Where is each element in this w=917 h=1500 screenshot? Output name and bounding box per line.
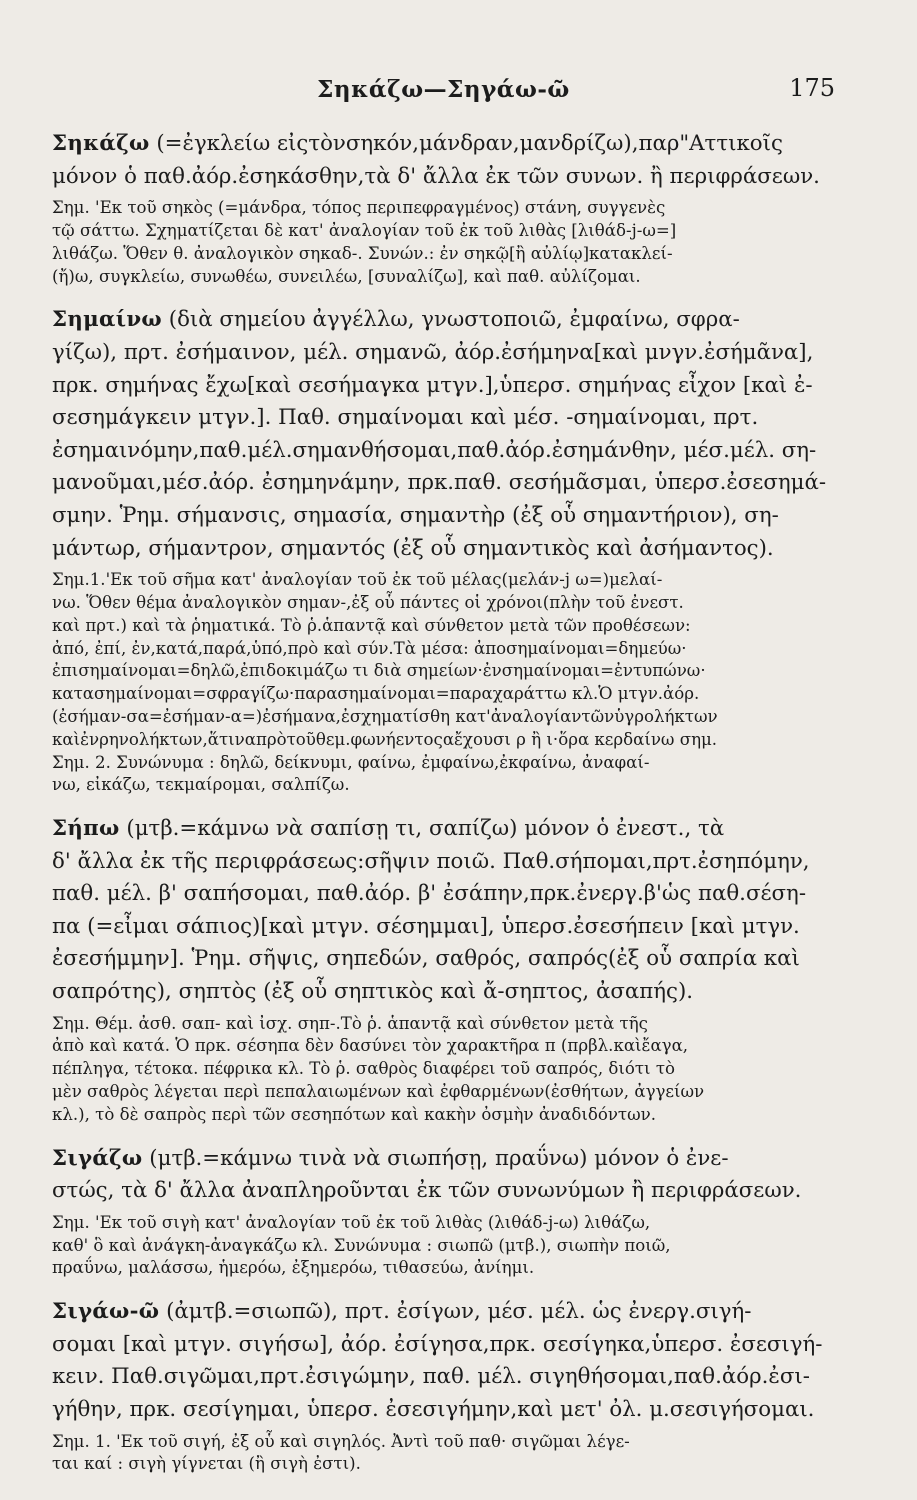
note-line: Σημ. 'Εκ τοῦ σιγὴ κατ' ἀναλογίαν τοῦ ἐκ τοῦ λιθὰς (λιθάδ-j-ω) λιθάζω,	[52, 1212, 651, 1232]
definition-line	[52, 337, 835, 370]
definition-line	[52, 1296, 835, 1329]
definition-line	[52, 1175, 835, 1208]
definition-line	[52, 402, 835, 435]
dictionary-entry	[52, 1296, 835, 1476]
note-line: καθ' ὃ καὶ ἀνάγκη-ἀναγκάζω κλ. Συνώνυμα : σιωπῶ (μτβ.), σιωπὴν ποιῶ,	[52, 1235, 671, 1255]
definition-line	[52, 846, 835, 879]
definition-text: μανοῦμαι,μέσ.ἀόρ. ἐσημηνάμην, πρκ.παθ. σεσήμᾶσμαι, ὑπερσ.ἐσεσημά-	[52, 470, 827, 496]
definition-line	[52, 533, 835, 566]
definition-line	[52, 370, 835, 403]
note-line: ἐπισημαίνομαι=δηλῶ,ἐπιδοκιμάζω τι διὰ σημείων·ἐνσημαίνομαι=ἐντυπώνω·	[52, 661, 706, 681]
definition-line	[52, 878, 835, 911]
entries-list	[52, 128, 835, 1476]
note-line: νω, εἰκάζω, τεκμαίρομαι, σαλπίζω.	[52, 775, 350, 795]
definition-text: (ἀμτβ.=σιωπῶ), πρτ. ἐσίγων, μέσ. μέλ. ὡς ἐνεργ.σιγή-	[166, 1299, 752, 1325]
definition-text: γίζω), πρτ. ἐσήμαινον, μέλ. σημανῶ, ἀόρ.ἐσήμηνα[καὶ μνγν.ἐσήμᾶνα],	[52, 339, 814, 365]
note-line: πέπληγα, τέτοκα. πέφρικα κλ. Τὸ ῥ. σαθρὸς διαφέρει τοῦ σαπρός, διότι τὸ	[52, 1059, 675, 1079]
definition-text: (μτβ.=κάμνω νὰ σαπίσῃ τι, σαπίζω) μόνον ὁ ἐνεστ., τὰ	[126, 816, 725, 842]
definition-text: σαπρότης), σηπτὸς (ἐξ οὗ σηπτικὸς καὶ ἄ-σηπτος, ἀσαπής).	[52, 979, 694, 1005]
entry-note	[52, 1212, 835, 1280]
dictionary-entry	[52, 128, 835, 288]
definition-text: (μτβ.=κάμνω τινὰ νὰ σιωπήσῃ, πραΰνω) μόνον ὁ ἐνε-	[149, 1145, 729, 1171]
note-line: νω. Ὅθεν θέμα ἀναλογικὸν σημαν-,ἐξ οὗ πάντες οἱ χρόνοι(πλὴν τοῦ ἐνεστ.	[52, 592, 684, 612]
definition-text: σομαι [καὶ μτγν. σιγήσω], ἀόρ. ἐσίγησα,πρκ. σεσίγηκα,ὑπερσ. ἐσεσιγή-	[52, 1331, 823, 1357]
dictionary-entry	[52, 304, 835, 797]
note-line: Σημ.1.'Εκ τοῦ σῆμα κατ' ἀναλογίαν τοῦ ἐκ τοῦ μέλας(μελάν-j ω=)μελαί-	[52, 570, 663, 590]
note-line: ται καί : σιγὴ γίγνεται (ἢ σιγὴ ἐστι).	[52, 1454, 361, 1474]
definition-line	[52, 976, 835, 1009]
dictionary-entry	[52, 813, 835, 1127]
note-line: καὶἐνρηνολήκτων,ἅτιναπρὸτοῦθεμ.φωνήεντοςαἔχουσι ρ ἢ ι·ὅρα κερδαίνω σημ.	[52, 729, 718, 749]
note-line: (ἤ)ω, συγκλείω, συνωθέω, συνειλέω, [συναλίζω], καὶ παθ. αὐλίζομαι.	[52, 266, 641, 286]
entry-note	[52, 1013, 835, 1127]
note-line: ἀπὸ καὶ κατά. Ὁ πρκ. σέσηπα δὲν δασύνει τὸν χαρακτῆρα π (πρβλ.καὶἔαγα,	[52, 1036, 689, 1056]
page-header	[52, 70, 835, 114]
definition-text: παθ. μέλ. β' σαπήσομαι, παθ.ἀόρ. β' ἐσάπην,πρκ.ἐνεργ.β'ὡς παθ.σέση-	[52, 881, 807, 907]
definition-text: ἐσεσήμμην]. Ῥημ. σῆψις, σηπεδών, σαθρός, σαπρός(ἐξ οὗ σαπρία καὶ	[52, 946, 800, 972]
definition-line	[52, 500, 835, 533]
definition-text: πρκ. σημήνας ἔχω[καὶ σεσήμαγκα μτγν.],ὑπερσ. σημήνας εἶχον [καὶ ἐ-	[52, 372, 813, 398]
note-line: (ἐσήμαν-σα=ἐσήμαν-α=)ἐσήμανα,ἐσχηματίσθη κατ'ἀναλογίαντῶνὑγρολήκτων	[52, 706, 718, 726]
definition-text: πα (=εἶμαι σάπιος)[καὶ μτγν. σέσημμαι], ὑπερσ.ἐσεσήπειν [καὶ μτγν.	[52, 913, 800, 939]
running-title: Σηκάζω—Σηγάω-ῶ	[317, 76, 570, 103]
entry-definition	[52, 128, 835, 193]
definition-line	[52, 1143, 835, 1176]
definition-line	[52, 943, 835, 976]
definition-text: μόνον ὁ παθ.ἀόρ.ἐσηκάσθην,τὰ δ' ἄλλα ἐκ τῶν συνων. ἢ περιφράσεων.	[52, 163, 820, 189]
entry-lemma: Σηκάζω	[52, 131, 150, 156]
note-line: μὲν σαθρὸς λέγεται περὶ πεπαλαιωμένων καὶ ἐφθαρμένων(ἐσθήτων, ἀγγείων	[52, 1082, 705, 1102]
definition-text: κειν. Παθ.σιγῶμαι,πρτ.ἐσιγώμην, παθ. μέλ. σιγηθήσομαι,παθ.ἀόρ.ἐσι-	[52, 1364, 810, 1390]
dictionary-entry	[52, 1143, 835, 1281]
note-line: Σημ. 1. 'Εκ τοῦ σιγή, ἐξ οὗ καὶ σιγηλός. Ἀντὶ τοῦ παθ· σιγῶμαι λέγε-	[52, 1431, 630, 1451]
entry-definition	[52, 1296, 835, 1426]
entry-note	[52, 1431, 835, 1477]
entry-definition	[52, 813, 835, 1009]
definition-line	[52, 161, 835, 194]
definition-text: δ' ἄλλα ἐκ τῆς περιφράσεως:σῆψιν ποιῶ. Παθ.σήπομαι,πρτ.ἐσηπόμην,	[52, 848, 810, 874]
definition-text: γήθην, πρκ. σεσίγημαι, ὑπερσ. ἐσεσιγήμην,καὶ μετ' ὀλ. μ.σεσιγήσομαι.	[52, 1397, 815, 1422]
entry-note	[52, 569, 835, 797]
entry-lemma: Σήπω	[52, 816, 120, 842]
definition-line	[52, 1361, 835, 1394]
entry-definition	[52, 304, 835, 565]
entry-lemma: Σημαίνω	[52, 307, 162, 333]
definition-line	[52, 813, 835, 846]
definition-text: σμην. Ῥημ. σήμανσις, σημασία, σημαντὴρ (ἐξ οὗ σημαντήριον), ση-	[52, 502, 779, 528]
note-line: λιθάζω. Ὅθεν θ. ἀναλογικὸν σηκαδ-. Συνών.: ἐν σηκῷ[ἢ αὐλίῳ]κατακλεί-	[52, 243, 673, 263]
note-line: Σημ. 'Εκ τοῦ σηκὸς (=μάνδρα, τόπος περιπεφραγμένος) στάνη, συγγενὲς	[52, 198, 666, 218]
note-line: τῷ σάττω. Σχηματίζεται δὲ κατ' ἀναλογίαν τοῦ ἐκ τοῦ λιθὰς [λιθάδ-j-ω=]	[52, 220, 677, 240]
definition-line	[52, 128, 835, 161]
note-line: Σημ. Θέμ. ἀσθ. σαπ- καὶ ἰσχ. σηπ-.Τὸ ῥ. ἁπαντᾷ καὶ σύνθετον μετὰ τῆς	[52, 1013, 648, 1033]
definition-text: μάντωρ, σήμαντρον, σημαντός (ἐξ οὗ σημαντικὸς καὶ ἀσήμαντος).	[52, 535, 774, 561]
note-line: ἀπό, ἐπί, ἐν,κατά,παρά,ὑπό,πρὸ καὶ σύν.Τὰ μέσα: ἀποσημαίνομαι=δημεύω·	[52, 638, 687, 658]
entry-lemma: Σιγάζω	[52, 1145, 143, 1171]
note-line: Σημ. 2. Συνώνυμα : δηλῶ, δείκνυμι, φαίνω, ἐμφαίνω,ἐκφαίνω, ἀναφαί-	[52, 752, 650, 772]
definition-text: ἐσημαινόμην,παθ.μέλ.σημανθήσομαι,παθ.ἀόρ.ἐσημάνθην, μέσ.μέλ. ση-	[52, 437, 817, 463]
definition-line	[52, 1329, 835, 1362]
definition-text: (=ἐγκλείω εἰςτὸνσηκόν,μάνδραν,μανδρίζω),παρ"Αττικοῖς	[156, 131, 783, 156]
definition-line	[52, 1394, 835, 1427]
page-number: 175	[789, 74, 835, 102]
entry-definition	[52, 1143, 835, 1208]
definition-text: (διὰ σημείου ἀγγέλλω, γνωστοποιῶ, ἐμφαίνω, σφρα-	[168, 307, 740, 333]
note-line: πραΰνω, μαλάσσω, ἡμερόω, ἐξημερόω, τιθασεύω, ἀνίημι.	[52, 1258, 535, 1278]
entry-note	[52, 197, 835, 288]
note-line: καὶ πρτ.) καὶ τὰ ῥηματικά. Τὸ ῥ.ἁπαντᾷ καὶ σύνθετον μετὰ τῶν προθέσεων:	[52, 615, 691, 635]
definition-text: στώς, τὰ δ' ἄλλα ἀναπληροῦνται ἐκ τῶν συνωνύμων ἢ περιφράσεων.	[52, 1178, 802, 1204]
definition-line	[52, 911, 835, 944]
definition-line	[52, 467, 835, 500]
entry-lemma: Σιγάω-ῶ	[52, 1299, 160, 1325]
definition-line	[52, 435, 835, 468]
definition-line	[52, 304, 835, 337]
note-line: κλ.), τὸ δὲ σαπρὸς περὶ τῶν σεσηπότων καὶ κακὴν ὀσμὴν ἀναδιδόντων.	[52, 1104, 656, 1124]
definition-text: σεσημάγκειν μτγν.]. Παθ. σημαίνομαι καὶ μέσ. -σημαίνομαι, πρτ.	[52, 405, 759, 431]
note-line: κατασημαίνομαι=σφραγίζω·παρασημαίνομαι=παραχαράττω κλ.Ὁ μτγν.ἀόρ.	[52, 684, 700, 704]
